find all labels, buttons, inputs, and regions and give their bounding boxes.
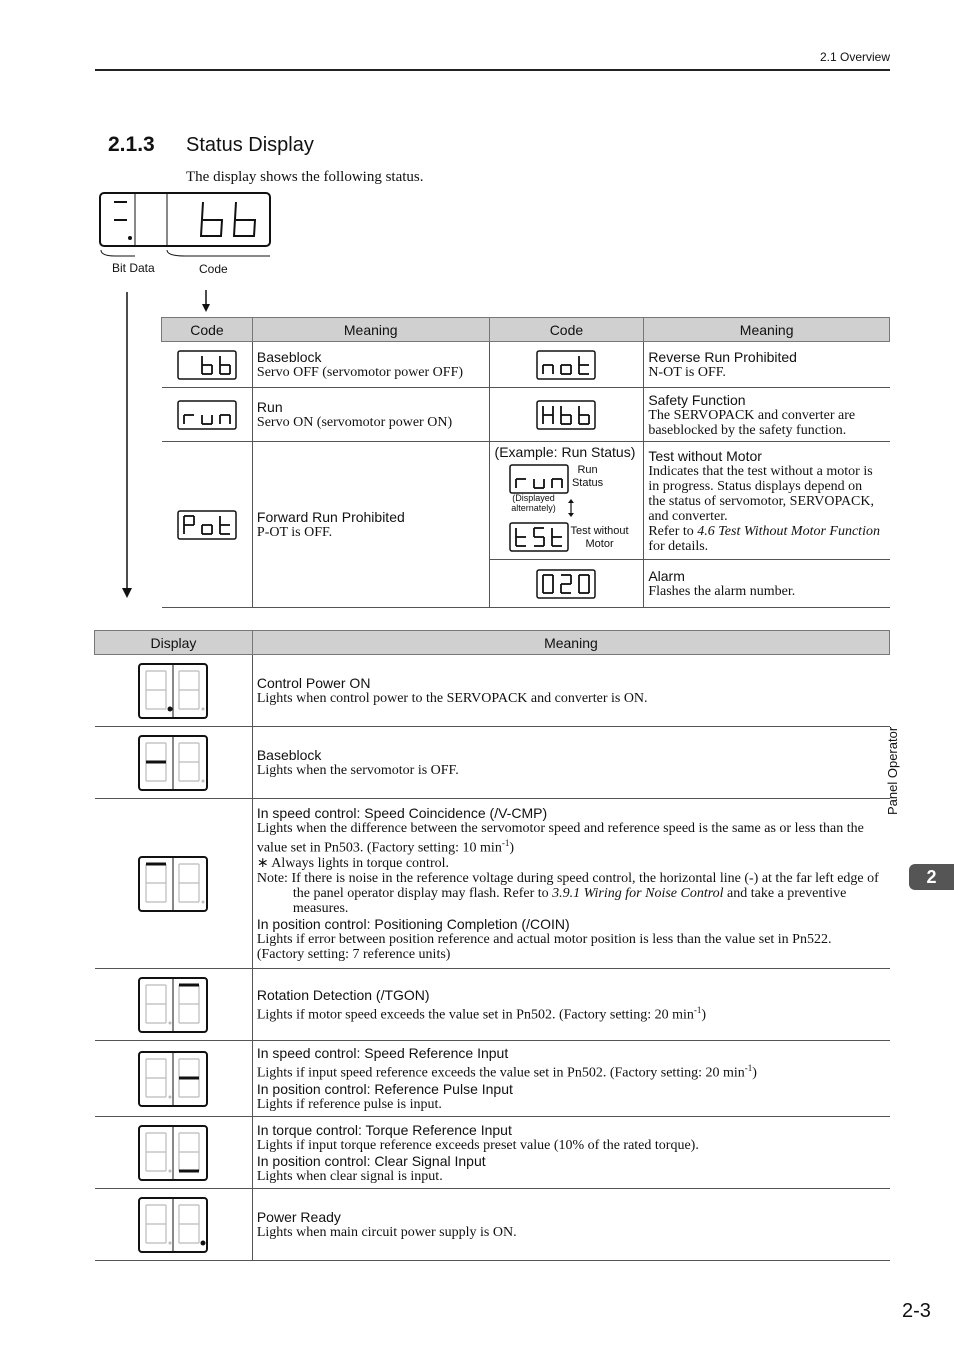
footnote: ∗ Always lights in torque control. xyxy=(256,855,450,871)
segment-char-0 xyxy=(543,575,553,593)
col-header-code: Code xyxy=(162,318,253,342)
cross-reference: 3.9.1 Wiring for Noise Control xyxy=(552,885,724,901)
segment-char-2 xyxy=(561,575,571,593)
segment-char-r xyxy=(184,415,194,424)
meaning-title: In position control: Reference Pulse Input xyxy=(256,1080,513,1097)
meaning-title: Test without Motor xyxy=(648,447,762,464)
meaning-desc: Indicates that the test without a motor is in progress. Status displays depend on the status of servomotor, SERVOPACK, and converter. xyxy=(648,463,875,524)
seg-display-baseblock xyxy=(138,753,208,768)
digit-right xyxy=(179,1059,199,1097)
code-display-pot xyxy=(177,515,237,530)
code-display-hbb xyxy=(536,405,596,420)
digit-left xyxy=(146,1059,172,1099)
example-label: (Example: Run Status) xyxy=(494,444,636,460)
code-display-run xyxy=(509,464,569,494)
meaning-title: Safety Function xyxy=(648,391,746,408)
digit-right xyxy=(179,864,205,904)
meaning-desc: The SERVOPACK and converter are baseblocked by the safety function. xyxy=(648,407,856,438)
meaning-desc: Flashes the alarm number. xyxy=(648,584,796,599)
digit-left xyxy=(146,864,166,902)
meaning-desc: Lights if input speed reference exceeds the value set in Pn502. (Factory setting: 20 $\min^{-1}$) xyxy=(256,1063,757,1081)
intro-text: The display shows the following status. xyxy=(186,169,424,185)
meaning-title: Baseblock xyxy=(256,747,322,763)
meaning-desc: Lights when the difference between the servomotor speed and reference speed is the same as or less than the value set in Pn503. (Factory setting: 10 $\min^{-1}$) xyxy=(256,821,864,856)
segment-char-b xyxy=(220,356,230,374)
digit-right xyxy=(179,671,205,711)
run-status-label: Run Status xyxy=(571,464,604,489)
cross-reference: 4.6 Test Without Motor Function xyxy=(697,523,880,539)
col-header-meaning: Meaning xyxy=(644,318,890,342)
display-table xyxy=(94,630,890,1261)
chapter-tab: 2 xyxy=(909,864,954,890)
test-without-motor-label: Test without Motor xyxy=(570,525,629,550)
col-header-code: Code xyxy=(489,318,644,342)
digit-left xyxy=(146,671,173,712)
meaning-desc: N-OT is OFF. xyxy=(648,365,726,380)
code-label: Code xyxy=(199,262,228,276)
meaning-desc: Lights if input torque reference exceeds preset value (10% of the rated torque). xyxy=(256,1137,699,1153)
meaning-desc: Servo ON (servomotor power ON) xyxy=(256,415,453,430)
meaning-desc: P-OT is OFF. xyxy=(256,525,333,540)
segment-char-t xyxy=(516,528,526,546)
bit-data-label: Bit Data xyxy=(112,261,155,275)
segment-char-u xyxy=(202,415,212,424)
segment-char-t xyxy=(579,356,589,374)
segment-char-u xyxy=(534,479,544,488)
segment-char-t xyxy=(552,528,562,546)
meaning-title: Reverse Run Prohibited xyxy=(648,349,797,365)
segment-char-n xyxy=(543,365,553,374)
digit-right xyxy=(179,1133,199,1171)
digit-left xyxy=(146,1133,172,1173)
meaning-desc: Lights if error between position reference and actual motor position is less than the value set in Pn522. (Factory setting: 7 reference units) xyxy=(256,931,832,962)
seg-display-control-power xyxy=(138,681,208,696)
col-header-meaning: Meaning xyxy=(252,631,889,655)
code-display-020 xyxy=(536,574,596,589)
meaning-title: In speed control: Speed Reference Input xyxy=(256,1045,509,1062)
digit-left xyxy=(146,985,172,1025)
up-down-arrow-icon xyxy=(566,498,576,518)
meaning-title: In torque control: Torque Reference Input xyxy=(256,1121,512,1138)
segment-char-P xyxy=(184,516,194,534)
meaning-desc: Lights when the servomotor is OFF. xyxy=(256,763,459,778)
seg-display-torque-reference xyxy=(138,1143,208,1158)
code-display-tst xyxy=(509,522,569,552)
digit-right xyxy=(179,1205,206,1246)
meaning-title: Run xyxy=(256,399,283,415)
segment-char-t xyxy=(220,516,230,534)
segment-char-o xyxy=(202,525,212,534)
meaning-title: In speed control: Speed Coincidence (/V-CMP) xyxy=(256,805,548,822)
section-title: Status Display xyxy=(186,134,314,156)
lit-decimal-point xyxy=(168,706,173,711)
meaning-desc: Lights when clear signal is input. xyxy=(256,1168,443,1184)
digit-left xyxy=(146,1205,172,1245)
meaning-title: Rotation Detection (/TGON) xyxy=(256,986,430,1003)
segment-char-b xyxy=(561,406,571,424)
segment-char-b xyxy=(579,406,589,424)
code-display-run xyxy=(177,405,237,420)
meaning-title: In position control: Positioning Completion (/COIN) xyxy=(256,915,570,932)
segment-char-0 xyxy=(579,575,589,593)
meaning-desc: Lights if motor speed exceeds the value set in Pn502. (Factory setting: 20 $\min^{-1}$) xyxy=(256,1004,707,1023)
running-header: 2.1 Overview xyxy=(819,50,890,64)
seg-display-speed-reference xyxy=(138,1069,208,1084)
segment-char-r xyxy=(516,479,526,488)
meaning-title: Power Ready xyxy=(256,1209,341,1225)
seg-display-power-ready xyxy=(138,1215,208,1230)
meaning-title: Forward Run Prohibited xyxy=(256,509,405,525)
code-table xyxy=(161,317,890,608)
segment-char-S xyxy=(534,528,544,546)
meaning-title: Alarm xyxy=(648,568,685,584)
meaning-desc: Lights when control power to the SERVOPACK and converter is ON. xyxy=(256,691,648,706)
segment-char-n xyxy=(220,415,230,424)
col-header-display: Display xyxy=(95,631,253,655)
meaning-title: Control Power ON xyxy=(256,675,371,691)
segment-char-b xyxy=(202,356,212,374)
meaning-desc: Lights if reference pulse is input. xyxy=(256,1096,442,1112)
lit-decimal-point xyxy=(201,1240,206,1245)
meaning-title: Baseblock xyxy=(256,349,322,365)
segment-char-H xyxy=(543,406,553,424)
side-chapter-label: Panel Operator xyxy=(885,726,900,815)
seg-display-speed-coincidence xyxy=(138,874,208,889)
code-display-bb xyxy=(177,355,237,370)
digit-right xyxy=(179,743,205,783)
meaning-desc: Lights when main circuit power supply is ON. xyxy=(256,1225,517,1240)
header-rule xyxy=(95,69,890,71)
alternately-label: (Displayed alternately) xyxy=(511,493,556,513)
meaning-title: In position control: Clear Signal Input xyxy=(256,1152,486,1169)
segment-char-n xyxy=(552,479,562,488)
test-example-cell xyxy=(490,442,644,559)
segment-char-o xyxy=(561,365,571,374)
digit-right xyxy=(179,985,199,1023)
col-header-meaning: Meaning xyxy=(252,318,489,342)
code-display-not xyxy=(536,355,596,370)
seg-display-rotation-detection xyxy=(138,995,208,1010)
page-number: 2-3 xyxy=(902,1300,931,1322)
section-number: 2.1.3 xyxy=(108,133,155,156)
meaning-desc: Servo OFF (servomotor power OFF) xyxy=(256,365,464,380)
meaning-ref: Refer to 4.6 Test Without Motor Function for details. xyxy=(648,523,880,554)
digit-left xyxy=(146,743,166,781)
note: Note: If there is noise in the reference voltage during speed control, the horizontal line (-) at the far left edge of the panel operator display may flash. Refer to 3.9.1 Wiring for Noise Control and take a preventive measures. xyxy=(256,870,879,916)
